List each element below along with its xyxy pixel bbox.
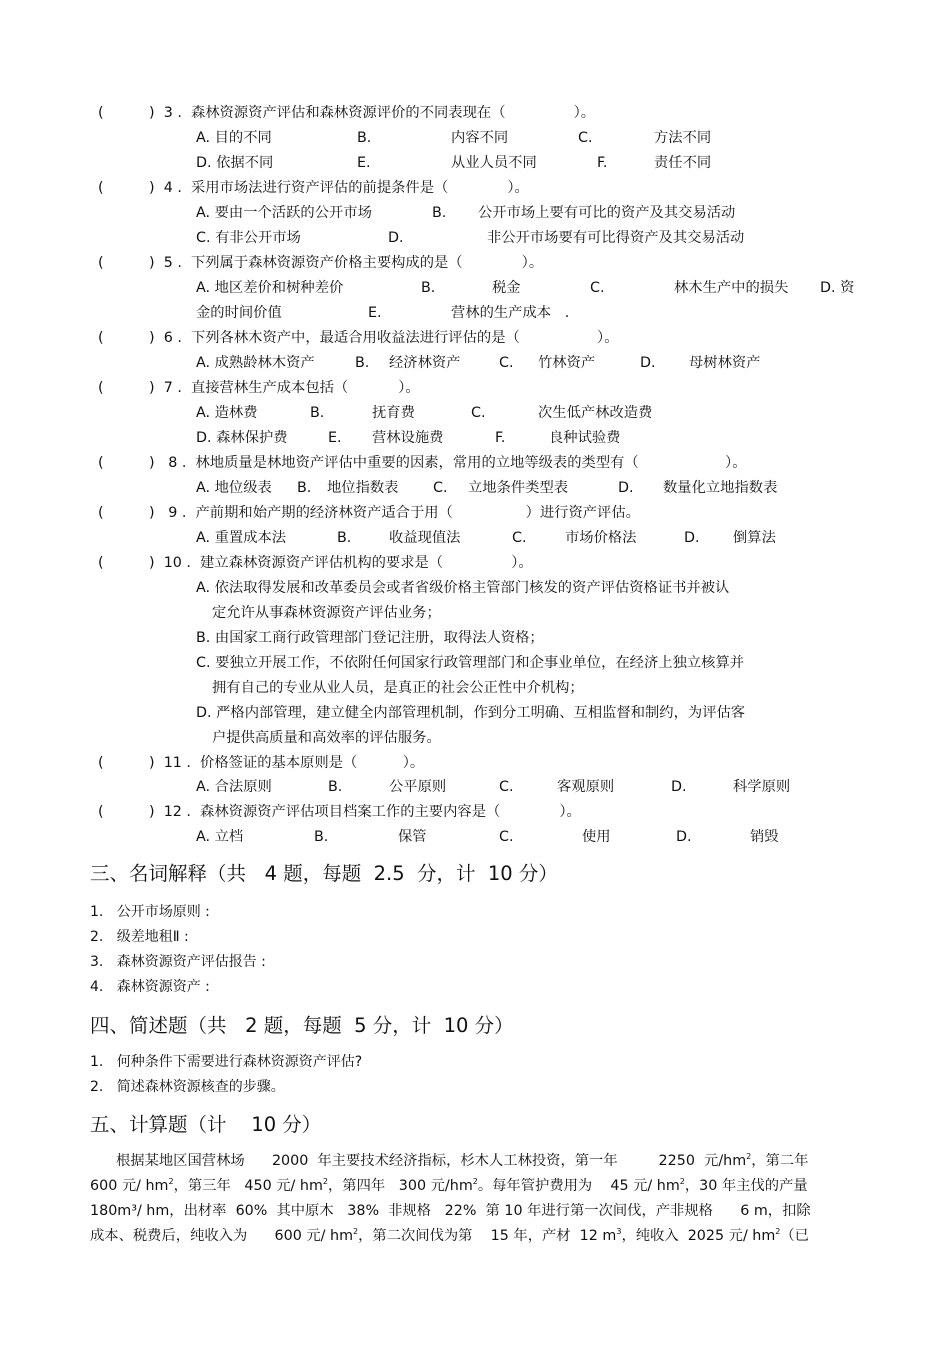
q12-option-d-letter: D. <box>676 829 692 845</box>
q12-option-b-letter: B. <box>314 829 329 845</box>
q8-option-b: 地位指数表 <box>327 480 399 496</box>
section-3-title: 三、名词解释（共 4 题，每题 2.5 分，计 10 分） <box>90 862 558 885</box>
q11-option-a: A. 合法原则 <box>196 779 272 795</box>
question-4-stem: ( ) 4 . 采用市场法进行资产评估的前提条件是（ ）。 <box>98 180 529 196</box>
q5-option-e: 营林的生产成本 . <box>451 305 570 321</box>
q8-option-d-letter: D. <box>618 480 634 496</box>
q3-option-e: 从业人员不同 <box>451 155 537 171</box>
q11-option-c: 客观原则 <box>557 779 615 795</box>
q4-option-a: A. 要由一个活跃的公开市场 <box>196 205 372 221</box>
q7-option-f: 良种试验费 <box>549 430 621 446</box>
q3-option-b-letter: B. <box>357 130 372 146</box>
q9-option-c-letter: C. <box>512 530 527 546</box>
q6-option-b-letter: B. <box>355 355 370 371</box>
question-6-stem: ( ) 6 . 下列各林木资产中，最适合用收益法进行评估的是（ ）。 <box>98 330 619 346</box>
q7-option-d: D. 森林保护费 <box>196 430 288 446</box>
q11-option-c-letter: C. <box>499 779 514 795</box>
section-4-title: 四、简述题（共 2 题，每题 5 分，计 10 分） <box>90 1014 514 1037</box>
term-item-1: 1. 公开市场原则 : <box>90 904 210 920</box>
q7-option-c-letter: C. <box>471 405 486 421</box>
q8-option-a: A. 地位级表 <box>196 480 272 496</box>
q5-option-c: 林木生产中的损失 <box>674 280 789 296</box>
question-7-stem: ( ) 7 . 直接营林生产成本包括（ ）。 <box>98 380 420 396</box>
q5-option-d-cont: 金的时间价值 <box>196 305 282 321</box>
question-11-stem: ( ) 11 . 价格签证的基本原则是（ ）。 <box>98 755 425 771</box>
q9-option-a: A. 重置成本法 <box>196 530 287 546</box>
term-item-3: 3. 森林资源资产评估报告 : <box>90 954 266 970</box>
q8-option-c-letter: C. <box>433 480 448 496</box>
q3-option-a: A. 目的不同 <box>196 130 272 146</box>
q11-option-d: 科学原则 <box>733 779 791 795</box>
q8-option-c: 立地条件类型表 <box>468 480 569 496</box>
q7-option-f-letter: F. <box>495 430 506 446</box>
q3-option-d: D. 依据不同 <box>196 155 274 171</box>
calc-paragraph-line2: 600 元/ $hm^2$，第三年 450 元/ $hm^2$，第四年 300 元$/hm^2$。每年管护费用为 45 元/ $hm^2$，30 年主伐的产量 <box>90 1177 808 1194</box>
q5-option-b: 税金 <box>492 280 521 296</box>
q5-option-c-letter: C. <box>590 280 605 296</box>
q12-option-c: 使用 <box>582 829 611 845</box>
term-item-2: 2. 级差地租Ⅱ : <box>90 929 189 945</box>
term-item-4: 4. 森林资源资产 : <box>90 979 210 995</box>
q9-option-b: 收益现值法 <box>389 530 461 546</box>
q5-option-a: A. 地区差价和树种差价 <box>196 280 344 296</box>
question-5-stem: ( ) 5 . 下列属于森林资源资产价格主要构成的是（ ）。 <box>98 255 544 271</box>
q5-option-e-letter: E. <box>368 305 382 321</box>
q10-option-c-line1: C. 要独立开展工作，不依附任何国家行政管理部门和企事业单位，在经济上独立核算并 <box>196 655 745 671</box>
q9-option-d: 倒算法 <box>733 530 776 546</box>
q4-option-c: C. 有非公开市场 <box>196 230 301 246</box>
q8-option-b-letter: B. <box>297 480 312 496</box>
short-answer-item-2: 2. 简述森林资源核查的步骤。 <box>90 1079 285 1095</box>
q3-option-f: 责任不同 <box>654 155 712 171</box>
question-9-stem: ( ) 9 . 产前期和始产期的经济林资产适合于用（ ）进行资产评估。 <box>98 505 640 521</box>
q7-option-e-letter: E. <box>328 430 342 446</box>
q9-option-c: 市场价格法 <box>565 530 637 546</box>
q6-option-c-letter: C. <box>499 355 514 371</box>
q7-option-b: 抚育费 <box>372 405 415 421</box>
q3-option-c-letter: C. <box>578 130 593 146</box>
q11-option-d-letter: D. <box>671 779 687 795</box>
question-3-stem: ( ) 3 . 森林资源资产评估和森林资源评价的不同表现在（ ）。 <box>98 105 596 121</box>
q8-option-d: 数量化立地指数表 <box>663 480 778 496</box>
q3-option-b: 内容不同 <box>451 130 509 146</box>
q3-option-c: 方法不同 <box>654 130 712 146</box>
q6-option-a: A. 成熟龄林木资产 <box>196 355 315 371</box>
q7-option-b-letter: B. <box>310 405 325 421</box>
q10-option-d-line2: 户提供高质量和高效率的评估服务。 <box>212 730 441 746</box>
q12-option-b: 保管 <box>398 829 427 845</box>
q12-option-c-letter: C. <box>499 829 514 845</box>
q4-option-b-letter: B. <box>432 205 447 221</box>
q7-option-e: 营林设施费 <box>372 430 444 446</box>
calc-paragraph-line4: 成本、税费后，纯收入为 600 元/ $hm^2$，第二次间伐为第 15 年，产材 12 $m^3$，纯收入 2025 元/ $hm^2$（已 <box>90 1227 809 1244</box>
q10-option-a-line2: 定允许从事森林资源资产评估业务； <box>212 605 441 621</box>
q10-option-b: B. 由国家工商行政管理部门登记注册，取得法人资格； <box>196 630 544 646</box>
q10-option-d-line1: D. 严格内部管理，建立健全内部管理机制，作到分工明确、互相监督和制约，为评估客 <box>196 705 746 721</box>
q9-option-d-letter: D. <box>684 530 700 546</box>
q7-option-c: 次生低产林改造费 <box>538 405 653 421</box>
q7-option-a: A. 造林费 <box>196 405 258 421</box>
q10-option-c-line2: 拥有自己的专业从业人员，是真正的社会公正性中介机构； <box>212 680 584 696</box>
section-5-title: 五、计算题（计 10 分） <box>90 1113 322 1136</box>
q6-option-c: 竹林资产 <box>538 355 596 371</box>
question-12-stem: ( ) 12 . 森林资源资产评估项目档案工作的主要内容是（ ）。 <box>98 804 581 820</box>
q11-option-b-letter: B. <box>328 779 343 795</box>
q3-option-e-letter: E. <box>357 155 371 171</box>
q11-option-b: 公平原则 <box>389 779 447 795</box>
q4-option-d: 非公开市场要有可比得资产及其交易活动 <box>487 230 745 246</box>
calc-paragraph-line3: 180m³/ hm，出材率 60% 其中原木 38% 非规格 22% 第 10 年进行第一次间伐，产非规格 6 m，扣除 <box>90 1203 811 1219</box>
short-answer-item-1: 1. 何种条件下需要进行森林资源资产评估? <box>90 1054 363 1070</box>
q6-option-b: 经济林资产 <box>389 355 461 371</box>
q9-option-b-letter: B. <box>337 530 352 546</box>
q3-option-f-letter: F. <box>597 155 608 171</box>
q5-option-d-start: D. 资 <box>820 280 855 296</box>
q10-option-a-line1: A. 依法取得发展和改革委员会或者省级价格主管部门核发的资产评估资格证书并被认 <box>196 580 730 596</box>
question-10-stem: ( ) 10 . 建立森林资源资产评估机构的要求是（ ）。 <box>98 555 533 571</box>
q6-option-d-letter: D. <box>640 355 656 371</box>
calc-paragraph-line1: 根据某地区国营林场 2000 年主要技术经济指标，杉木人工林投资，第一年 2250 元$/hm^2$，第二年 <box>116 1152 809 1169</box>
question-8-stem: ( ) 8 . 林地质量是林地资产评估中重要的因素，常用的立地等级表的类型有（ ）。 <box>98 455 747 471</box>
q12-option-a: A. 立档 <box>196 829 244 845</box>
q4-option-d-letter: D. <box>388 230 404 246</box>
q6-option-d: 母树林资产 <box>689 355 761 371</box>
q12-option-d: 销毁 <box>750 829 779 845</box>
q4-option-b: 公开市场上要有可比的资产及其交易活动 <box>478 205 736 221</box>
q5-option-b-letter: B. <box>421 280 436 296</box>
